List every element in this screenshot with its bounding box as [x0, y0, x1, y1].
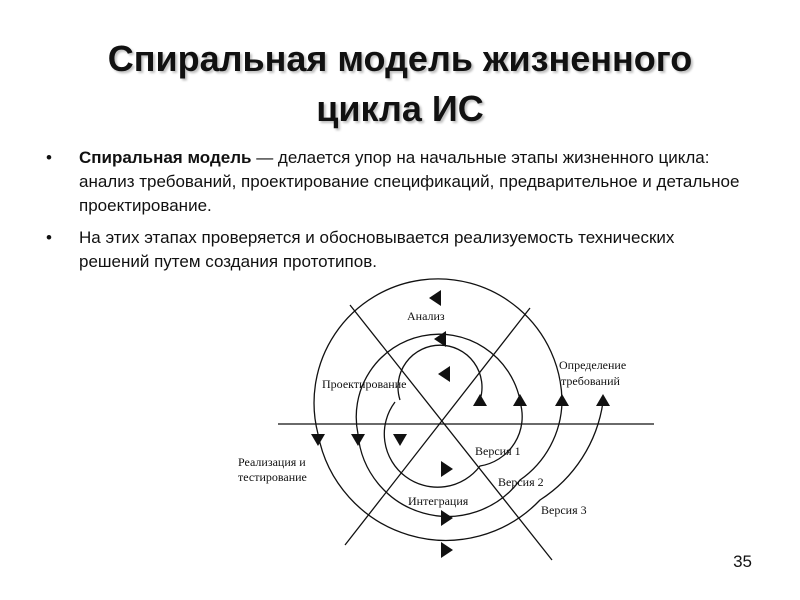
bullet-term: Спиральная модель: [79, 148, 252, 167]
label-requirements-line-1: Определение: [559, 358, 627, 372]
spiral-turn-outer-lower: [318, 402, 603, 540]
arrow-up-icon: [473, 394, 487, 406]
page-number: 35: [733, 552, 752, 571]
spiral-turn-inner: [398, 345, 482, 400]
label-integration: Интеграция: [408, 494, 469, 508]
diagonal-axis-1: [350, 305, 552, 560]
arrow-right-icon: [441, 510, 453, 526]
arrow-right-icon: [441, 542, 453, 558]
bullet-dot-icon: •: [46, 228, 52, 247]
label-analysis: Анализ: [407, 309, 445, 323]
arrow-left-icon: [429, 290, 441, 306]
arrow-up-icon: [513, 394, 527, 406]
arrow-up-icon: [596, 394, 610, 406]
label-implementation-line-2: тестирование: [238, 470, 307, 484]
arrow-left-icon: [438, 366, 450, 382]
label-implementation-line-1: Реализация и: [238, 455, 306, 469]
arrow-down-icon: [393, 434, 407, 446]
arrow-down-icon: [311, 434, 325, 446]
arrow-up-icon: [555, 394, 569, 406]
slide-title-line-2: цикла ИС: [316, 88, 484, 129]
label-requirements-line-2: требований: [561, 374, 620, 388]
label-version-2: Версия 2: [498, 475, 544, 489]
bullet-text: — делается упор на начальные этапы жизненного цикла: анализ требований, проектирование спецификаций, предварительное и детальное проектирование.: [79, 148, 740, 215]
bullet-text: На этих этапах проверяется и обосновывается реализуемость технических решений путем создания прототипов.: [79, 228, 675, 271]
label-design: Проектирование: [322, 377, 407, 391]
arrow-right-icon: [441, 461, 453, 477]
label-version-1: Версия 1: [475, 444, 521, 458]
diagonal-axis-2: [345, 308, 530, 545]
label-version-3: Версия 3: [541, 503, 587, 517]
arrow-down-icon: [351, 434, 365, 446]
slide-title-line-1: Спиральная модель жизненного: [107, 38, 693, 79]
bullet-dot-icon: •: [46, 148, 52, 167]
